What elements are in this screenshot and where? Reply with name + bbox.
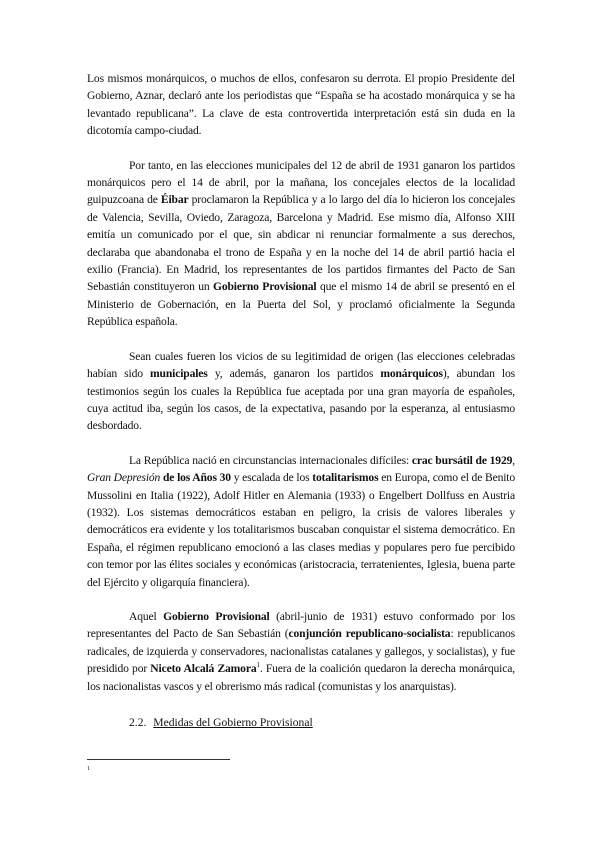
text-run: proclamaron la República y a lo largo del día lo hicieron los concejales de Valencia, Sevilla, Oviedo, Zaragoza, Barcelona y Madrid. Ese mismo día, Alfonso XIII emitía un comunicado por el que, sin abdicar ni renunciar formalmente a sus derechos, declaraba que abandonaba el trono de España y en la noche del 14 de abril partió hacia el exilio (Francia). En Madrid, los representantes de los partidos firmantes del Pacto de San Sebastián constituyeron un: [87, 193, 516, 294]
footnote-mark: 1: [87, 766, 90, 772]
document-page: [87, 70, 515, 731]
paragraph: [87, 452, 515, 591]
bold-term: Niceto Alcalá Zamora: [150, 662, 257, 676]
text-run: Aquel: [129, 609, 164, 623]
text-run: que el mismo 14 de abril se presentó en el Ministerio de Gobernación, en la Puerta del Sol, y proclamó oficialmente la Segunda República española.: [87, 280, 516, 329]
body-text: [87, 70, 515, 695]
italic-term: Gran Depresión: [87, 471, 161, 485]
bold-term: monárquicos: [380, 367, 443, 381]
text-run: Los mismos monárquicos, o muchos de ellos, confesaron su derrota. El propio Presidente del Gobierno, Aznar, declaró ante los periodistas que “España se ha acostado monárquica y se ha levantado republicana”. La clave de esta controvertida interpretación está sin duda en la dicotomía campo-ciudad.: [87, 72, 515, 138]
text-run: en Europa, como el de Benito Mussolini en Italia (1922), Adolf Hitler en Alemania (1933) o Engelbert Dollfuss en Austria (1932). Los sistemas democráticos estaban en peligro, la crisis de valores liberales y democráticos era evidente y los totalitarismos buscaban conquistar el sistema democrático. En España, el régimen republicano emocionó a las clases medias y populares pero fue percibido con temor por las élites sociales y económicas (aristocracia, terratenientes, Iglesia, buena parte del Ejército y oligarquía financiera).: [87, 471, 516, 589]
section-heading: [87, 714, 515, 731]
paragraph: [87, 70, 515, 140]
text-run: y, además, ganaron los partidos: [207, 367, 381, 381]
text-run: Por tanto, en las elecciones municipales del 12 de abril de 1931 ganaron los partidos monárquicos pero el 14 de abril, por la mañana, los concejales electos de la localidad guipuzcoana de: [87, 158, 515, 207]
bold-term: municipales: [150, 367, 208, 381]
bold-term: Gobierno Provisional: [163, 609, 270, 623]
text-run: y escalada de los: [230, 471, 313, 485]
text-run: ,: [512, 453, 515, 467]
text-run: Sean cuales fueren los vicios de su legitimidad de origen (las elecciones celebradas habían sido: [87, 349, 515, 381]
bold-term: Gobierno Provisional: [212, 280, 317, 294]
footnote-reference: 1: [256, 661, 260, 670]
paragraph: [87, 157, 515, 331]
bold-term: totalitarismos: [312, 471, 379, 485]
text-run: (abril-junio de 1931) estuvo conformado por los representantes del Pacto de San Sebastián (: [87, 609, 515, 641]
bold-term: conjunción republicano-socialista: [288, 627, 451, 641]
footnote-separator: [87, 759, 230, 760]
text-run: ), abundan los testimonios según los cuales la República fue aceptada por una gran mayoría de españoles, cuya actitud iba, según los casos, de la expectativa, pasando por la esperanza, al entusiasmo desbordado.: [87, 367, 515, 433]
bold-term: de los Años 30: [162, 471, 231, 485]
text-run: La República nació en circunstancias internacionales difíciles:: [129, 453, 412, 467]
text-run: . Fuera de la coalición quedaron la derecha monárquica, los nacionalistas vascos y el obrerismo más radical (comunistas y los anarquistas).: [87, 662, 515, 693]
section-title: Medidas del Gobierno Provisional: [153, 716, 313, 729]
section-number: 2.2.: [129, 716, 147, 729]
bold-term: Éibar: [160, 193, 189, 207]
paragraph: [87, 608, 515, 695]
paragraph: [87, 348, 515, 435]
bold-term: crac bursátil de 1929: [411, 453, 513, 467]
text-run: : republicanos radicales, de izquierda y conservadores, nacionalistas catalanes y gallegos, y socialistas), y fue presidido por: [87, 627, 515, 676]
